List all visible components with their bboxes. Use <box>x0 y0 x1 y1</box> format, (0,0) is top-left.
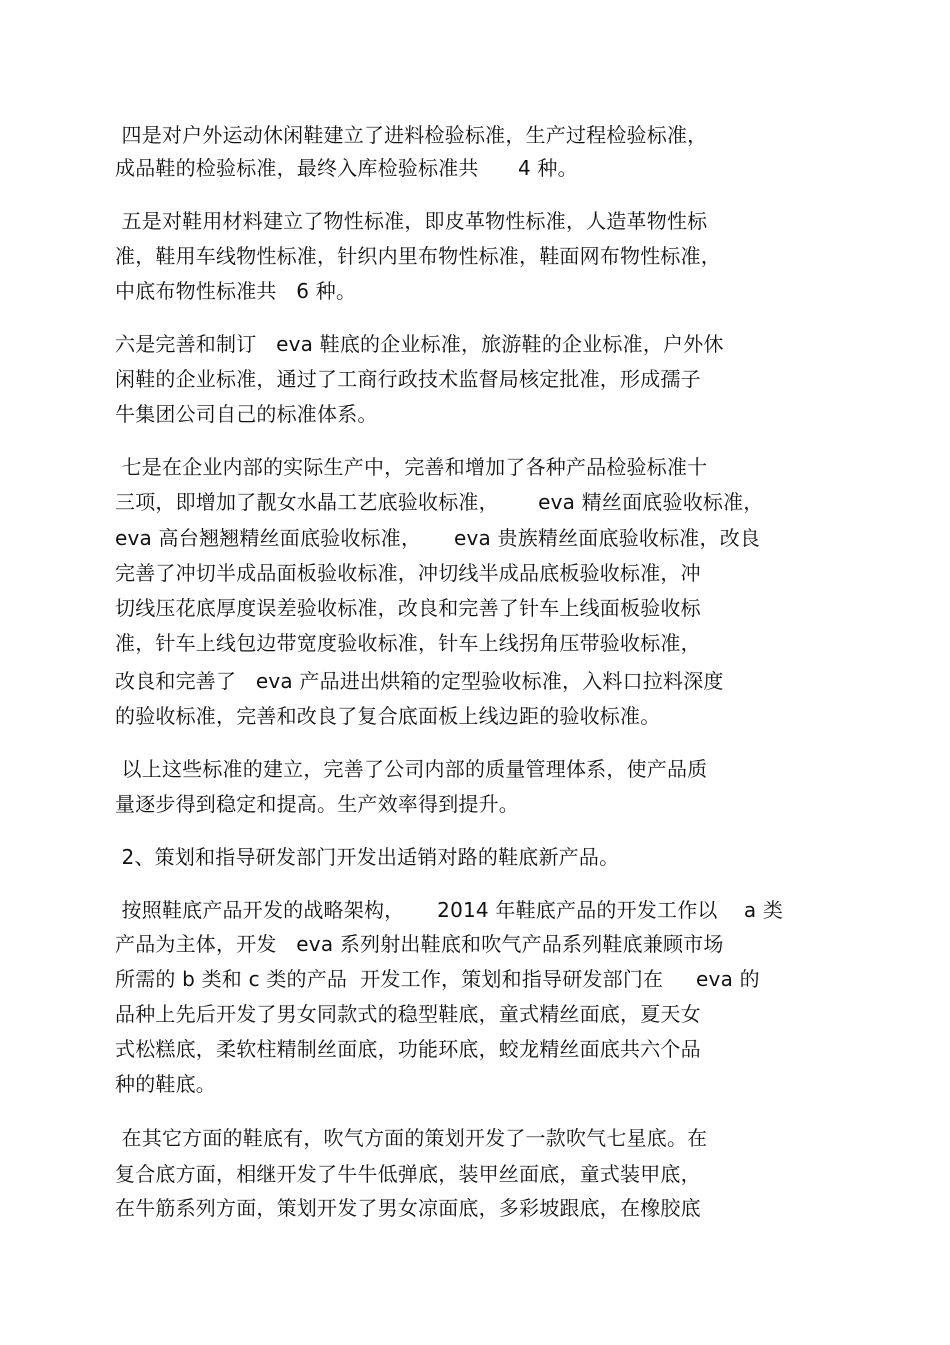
text-line: 量逐步得到稳定和提高。生产效率得到提升。 <box>115 792 519 816</box>
text-line: 产品为主体，开发 eva 系列射出鞋底和吹气产品系列鞋底兼顾市场 <box>115 932 724 956</box>
text-line: 中底布物性标准共 6 种。 <box>115 279 357 303</box>
text-line: 闲鞋的企业标准，通过了工商行政技术监督局核定批准，形成孺子 <box>115 367 701 391</box>
text-line: 改良和完善了 eva 产品进出烘箱的定型验收标准，入料口拉料深度 <box>115 669 724 693</box>
text-line: 三项，即增加了靓女水晶工艺底验收标准， eva 精丝面底验收标准， <box>115 490 764 514</box>
text-line: 四是对户外运动休闲鞋建立了进料检验标准，生产过程检验标准， <box>115 123 708 147</box>
text-line: 种的鞋底。 <box>115 1072 216 1096</box>
section-heading: 2、策划和指导研发部门开发出适销对路的鞋底新产品。 <box>115 845 620 869</box>
text-line: 品种上先后开发了男女同款式的稳型鞋底，童式精丝面底，夏天女 <box>115 1002 701 1026</box>
text-line: eva 高台翘翘精丝面底验收标准， eva 贵族精丝面底验收标准，改良 <box>115 526 761 550</box>
text-line: 六是完善和制订 eva 鞋底的企业标准，旅游鞋的企业标准，户外休 <box>115 332 724 356</box>
text-line: 按照鞋底产品开发的战略架构， 2014 年鞋底产品的开发工作以 a 类 <box>115 898 784 922</box>
text-line: 准，针车上线包边带宽度验收标准，针车上线拐角压带验收标准， <box>115 631 701 655</box>
text-line: 牛集团公司自己的标准体系。 <box>115 402 378 426</box>
text-line: 成品鞋的检验标准，最终入库检验标准共 4 种。 <box>115 156 578 180</box>
text-line: 完善了冲切半成品面板验收标准，冲切线半成品底板验收标准，冲 <box>115 561 701 585</box>
text-line: 以上这些标准的建立，完善了公司内部的质量管理体系，使产品质 <box>115 757 708 781</box>
text-line: 准，鞋用车线物性标准，针织内里布物性标准，鞋面网布物性标准， <box>115 244 721 268</box>
text-line: 式松糕底，柔软柱精制丝面底，功能环底，蛟龙精丝面底共六个品 <box>115 1037 701 1061</box>
text-line: 的验收标准，完善和改良了复合底面板上线边距的验收标准。 <box>115 704 661 728</box>
text-line: 所需的 b 类和 c 类的产品 开发工作，策划和指导研发部门在 eva 的 <box>115 967 760 991</box>
text-line: 切线压花底厚度误差验收标准，改良和完善了针车上线面板验收标 <box>115 596 701 620</box>
text-line: 在牛筋系列方面，策划开发了男女凉面底，多彩坡跟底，在橡胶底 <box>115 1196 701 1220</box>
text-line: 七是在企业内部的实际生产中，完善和增加了各种产品检验标准十 <box>115 455 708 479</box>
text-line: 复合底方面，相继开发了牛牛低弹底，装甲丝面底，童式装甲底， <box>115 1162 701 1186</box>
text-line: 在其它方面的鞋底有，吹气方面的策划开发了一款吹气七星底。在 <box>115 1126 708 1150</box>
text-line: 五是对鞋用材料建立了物性标准，即皮革物性标准，人造革物性标 <box>115 209 708 233</box>
